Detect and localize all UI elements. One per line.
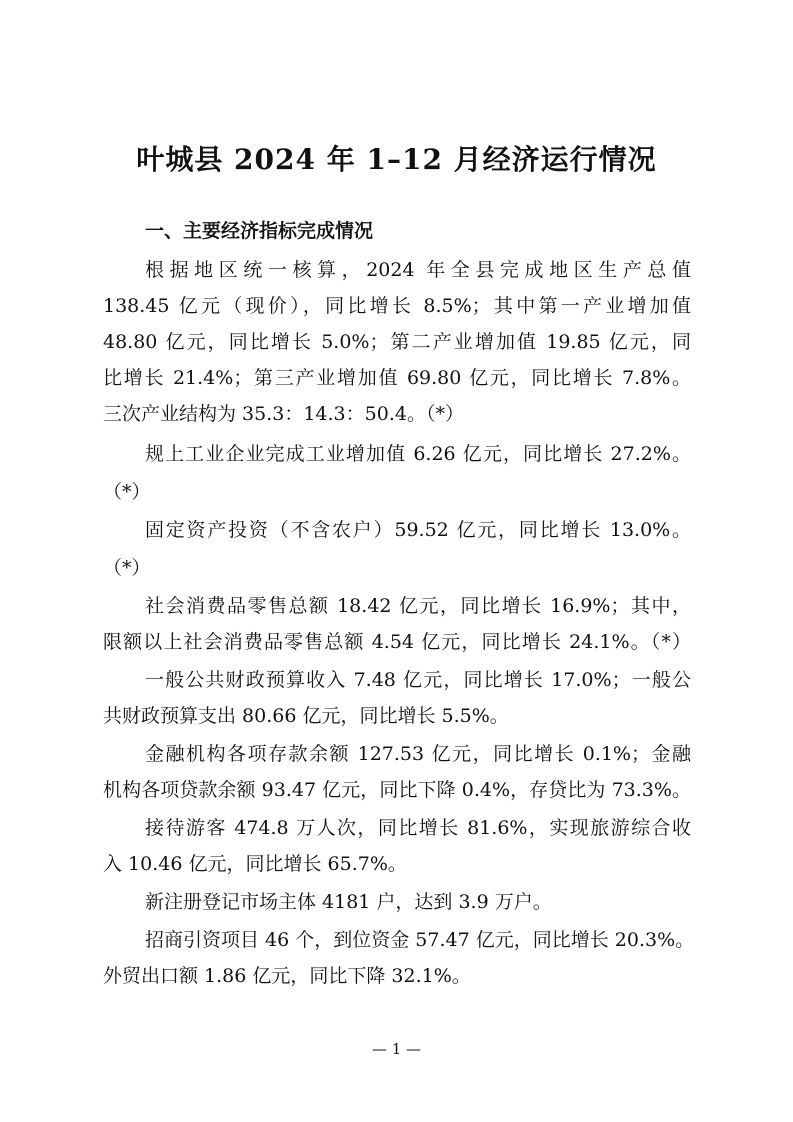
body-line: 外贸出口额 1.86 亿元，同比下降 32.1%。 <box>103 965 471 987</box>
body-line: 一般公共财政预算收入 7.48 亿元，同比增长 17.0%；一般公 <box>145 669 691 691</box>
body-line: 比增长 21.4%；第三产业增加值 69.80 亿元，同比增长 7.8%。 <box>103 367 691 389</box>
body-line: 机构各项贷款余额 93.47 亿元，同比下降 0.4%，存贷比为 73.3%。 <box>103 779 691 801</box>
body-line: 48.80 亿元，同比增长 5.0%；第二产业增加值 19.85 亿元，同 <box>103 331 691 353</box>
document-title: 叶城县 2024 年 1–12 月经济运行情况 <box>136 143 657 176</box>
body-line: 三次产业结构为 35.3：14.3：50.4。（*） <box>103 403 464 425</box>
body-line: 招商引资项目 46 个，到位资金 57.47 亿元，同比增长 20.3%。 <box>145 929 695 951</box>
body-line: （*） <box>103 481 151 503</box>
body-line: 社会消费品零售总额 18.42 亿元，同比增长 16.9%；其中， <box>145 595 691 617</box>
body-line: 金融机构各项存款余额 127.53 亿元，同比增长 0.1%；金融 <box>145 743 691 765</box>
body-line: 固定资产投资（不含农户）59.52 亿元，同比增长 13.0%。 <box>145 519 691 541</box>
page-number: — 1 — <box>371 1040 422 1058</box>
body-line: （*） <box>103 557 151 579</box>
body-line: 138.45 亿元（现价），同比增长 8.5%；其中第一产业增加值 <box>103 295 691 317</box>
body-line: 接待游客 474.8 万人次，同比增长 81.6%，实现旅游综合收 <box>145 817 691 839</box>
body-line: 入 10.46 亿元，同比增长 65.7%。 <box>103 853 407 875</box>
body-line: 规上工业企业完成工业增加值 6.26 亿元，同比增长 27.2%。 <box>145 443 691 465</box>
body-line: 共财政预算支出 80.66 亿元，同比增长 5.5%。 <box>103 705 509 727</box>
body-line: 根据地区统一核算，2024 年全县完成地区生产总值 <box>145 259 691 281</box>
section-heading: 一、主要经济指标完成情况 <box>145 220 374 242</box>
body-line: 限额以上社会消费品零售总额 4.54 亿元，同比增长 24.1%。（*） <box>103 631 691 653</box>
body-line: 新注册登记市场主体 4181 户，达到 3.9 万户。 <box>145 891 552 913</box>
